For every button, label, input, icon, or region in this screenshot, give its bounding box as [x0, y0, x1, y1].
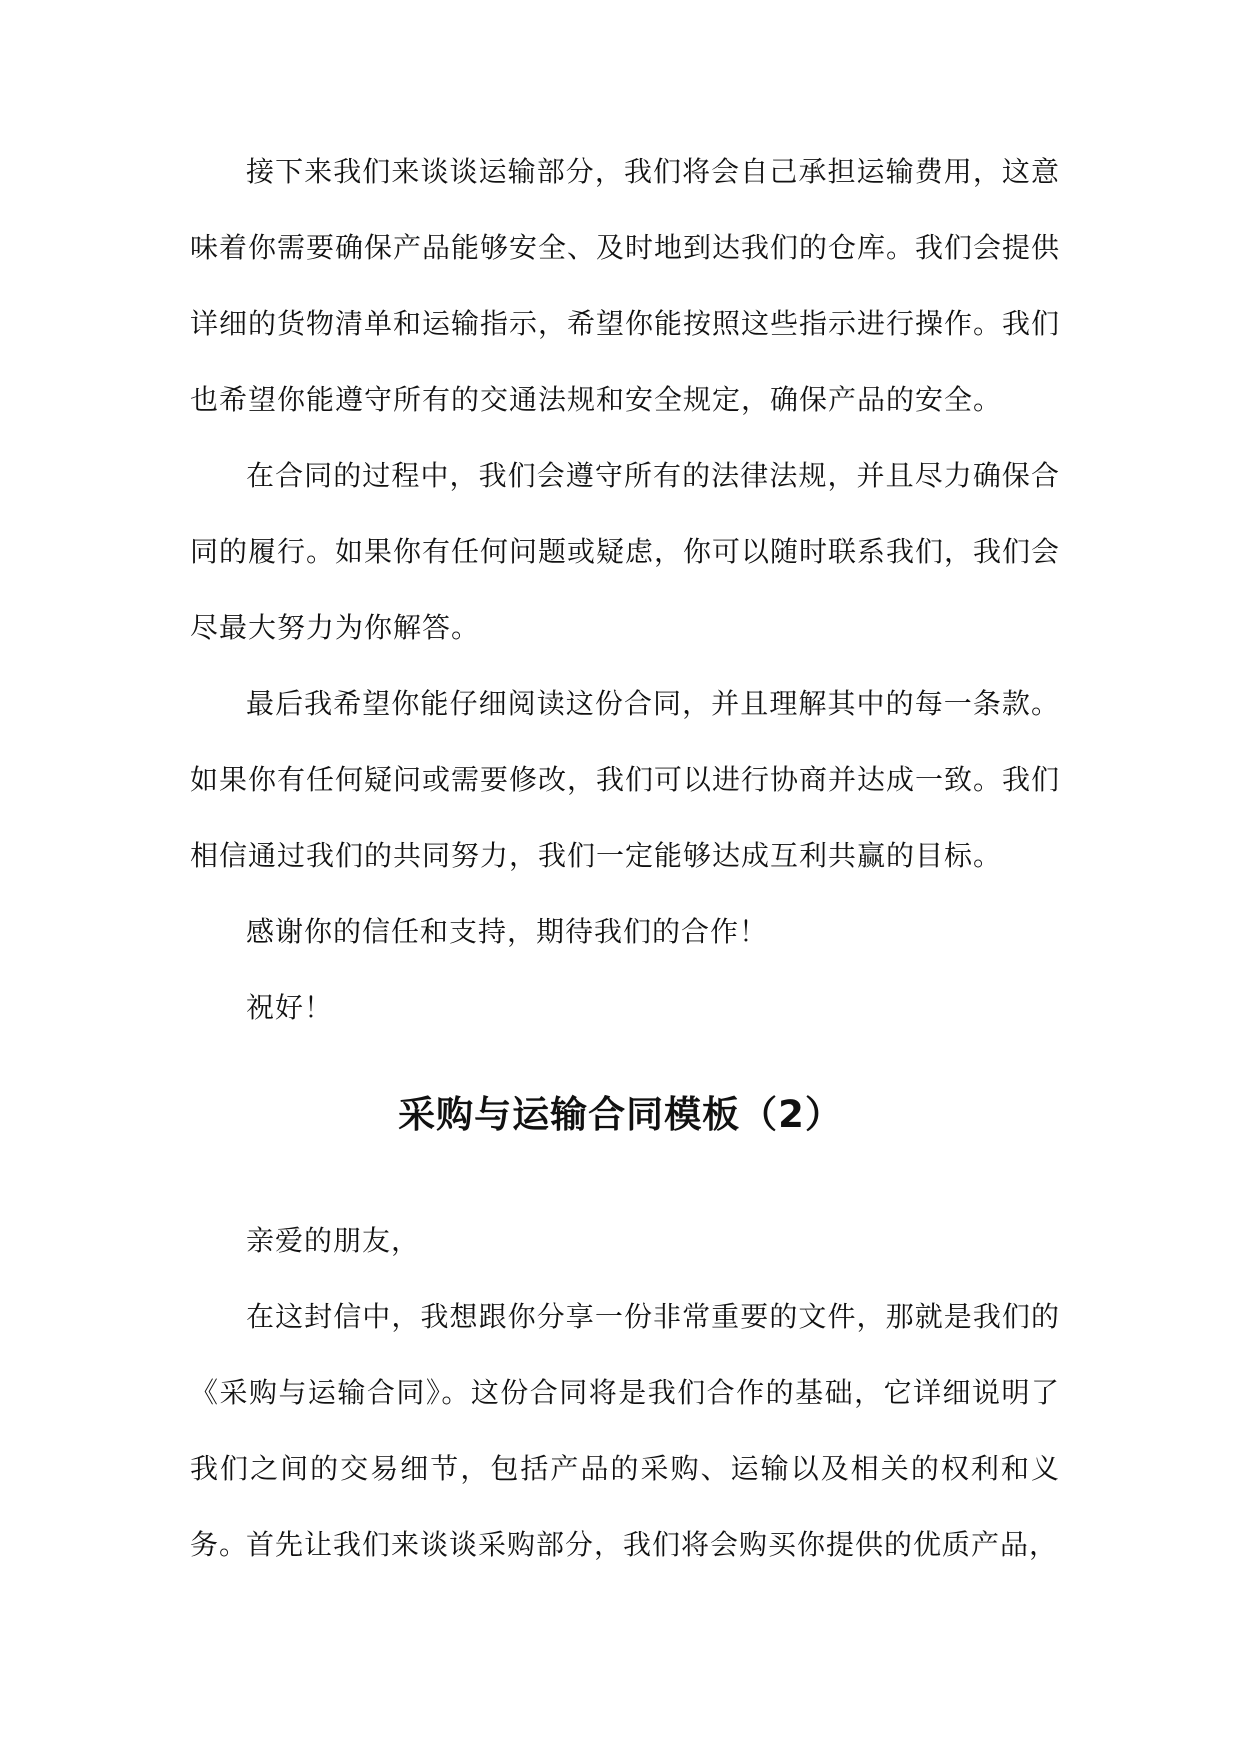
paragraph-read-contract: 最后我希望你能仔细阅读这份合同，并且理解其中的每一条款。如果你有任何疑问或需要修改，我们可以进行协商并达成一致。我们相信通过我们的共同努力，我们一定能够达成互利共赢的目标。 — [190, 687, 1061, 872]
paragraph-contract-process: 在合同的过程中，我们会遵守所有的法律法规，并且尽力确保合同的履行。如果你有任何问题或疑虑，你可以随时联系我们，我们会尽最大努力为你解答。 — [190, 459, 1061, 644]
paragraph-procurement: 首先让我们来谈谈采购部分，我们将会购买你提供的优质产品， — [246, 1528, 1059, 1561]
paragraph-thanks: 感谢你的信任和支持，期待我们的合作！ — [246, 915, 769, 948]
paragraph-regards: 祝好！ — [246, 991, 334, 1024]
paragraph-transport: 接下来我们来谈谈运输部分，我们将会自己承担运输费用，这意味着你需要确保产品能够安全、及时地到达我们的仓库。我们会提供详细的货物清单和运输指示，希望你能按照这些指示进行操作。我们也希望你能遵守所有的交通法规和安全规定，确保产品的安全。 — [190, 155, 1061, 416]
paragraph-greeting: 亲爱的朋友， — [246, 1224, 421, 1257]
paragraph-intro: 在这封信中，我想跟你分享一份非常重要的文件，那就是我们的《采购与运输合同》。这份合同将是我们合作的基础，它详细说明了我们之间的交易细节，包括产品的采购、运输以及相关的权利和义务。 — [190, 1300, 1060, 1561]
document-title: 采购与运输合同模板（2） — [398, 1093, 843, 1136]
